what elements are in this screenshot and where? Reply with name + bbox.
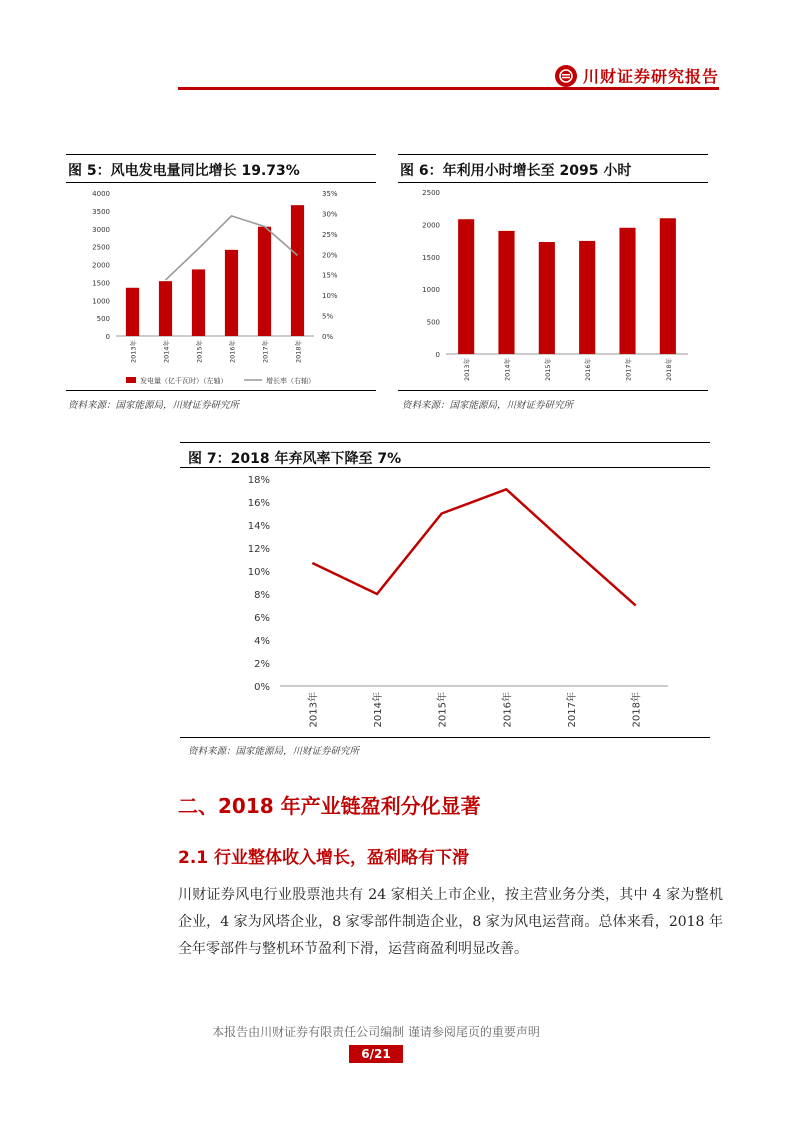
y-tick-label: 1000: [422, 286, 440, 295]
y-tick-label: 4%: [254, 636, 270, 647]
header-divider: [178, 87, 719, 90]
y-left-tick-label: 1000: [92, 297, 110, 306]
figure-7-source: 资料来源：国家能源局，川财证券研究所: [188, 746, 360, 757]
utilization-hours-bar: [579, 241, 595, 354]
x-tick-label: 2018年: [294, 340, 303, 364]
x-tick-label: 2017年: [567, 692, 578, 728]
x-tick-label: 2016年: [502, 692, 514, 728]
x-tick-label: 2017年: [261, 340, 270, 364]
figure-6-title: 图 6：年利用小时增长至 2095 小时: [400, 163, 632, 179]
figure-6-top-rule: [398, 154, 708, 155]
figure-7-chart: [180, 468, 710, 736]
figure-7-top-rule: [180, 442, 710, 443]
x-tick-label: 2013年: [129, 340, 138, 364]
x-tick-label: 2014年: [373, 692, 384, 728]
y-tick-label: 2%: [254, 659, 270, 670]
x-tick-label: 2015年: [437, 692, 449, 728]
utilization-hours-bar: [539, 242, 555, 354]
utilization-hours-bar: [458, 219, 474, 354]
x-tick-label: 2014年: [503, 358, 512, 382]
y-tick-label: 6%: [254, 613, 270, 624]
figure-5-chart: [66, 183, 376, 389]
y-tick-label: 1500: [422, 253, 440, 262]
y-tick-label: 16%: [247, 498, 270, 509]
y-tick-label: 500: [426, 318, 440, 327]
y-left-tick-label: 2500: [92, 243, 110, 252]
figure-5-bottom-rule: [66, 390, 376, 391]
logo-icon: [555, 65, 577, 87]
x-tick-label: 2018年: [664, 358, 673, 382]
utilization-hours-bar: [619, 228, 635, 354]
y-right-tick-label: 35%: [322, 190, 338, 198]
y-tick-label: 18%: [247, 475, 270, 486]
y-left-tick-label: 4000: [92, 190, 110, 198]
y-right-tick-label: 30%: [322, 210, 338, 219]
generation-bar: [258, 227, 271, 336]
x-tick-label: 2016年: [584, 358, 593, 382]
generation-bar: [225, 250, 238, 336]
x-tick-label: 2015年: [543, 358, 552, 382]
y-tick-label: 2000: [422, 221, 440, 230]
x-tick-label: 2017年: [624, 358, 633, 382]
y-left-tick-label: 3500: [92, 207, 110, 216]
page-number: 6/21: [349, 1045, 403, 1063]
y-tick-label: 14%: [247, 521, 270, 532]
y-right-tick-label: 10%: [322, 292, 338, 301]
y-tick-label: 0: [435, 351, 440, 359]
figure-5-top-rule: [66, 154, 376, 155]
generation-bar: [291, 205, 304, 336]
y-right-tick-label: 0%: [322, 333, 334, 341]
x-tick-label: 2018年: [631, 692, 643, 728]
y-tick-label: 8%: [254, 590, 270, 601]
y-tick-label: 2500: [422, 189, 440, 197]
y-left-tick-label: 500: [96, 315, 110, 324]
x-tick-label: 2015年: [195, 340, 204, 364]
generation-bar: [192, 269, 205, 336]
legend-bar-label: 发电量（亿千瓦时）（左轴）: [140, 377, 228, 385]
x-tick-label: 2014年: [162, 340, 171, 364]
figure-7-bottom-rule: [180, 737, 710, 738]
y-right-tick-label: 25%: [322, 230, 338, 239]
y-left-tick-label: 3000: [92, 225, 110, 234]
y-left-tick-label: 2000: [92, 261, 110, 270]
figure-7-title: 图 7：2018 年弃风率下降至 7%: [188, 451, 402, 467]
legend-bar-swatch: [126, 377, 136, 383]
x-tick-label: 2013年: [463, 358, 472, 382]
y-right-tick-label: 5%: [322, 312, 334, 321]
x-tick-label: 2016年: [228, 340, 237, 364]
footer-disclaimer: 本报告由川财证券有限责任公司编制 谨请参阅尾页的重要声明: [212, 1025, 540, 1039]
y-right-tick-label: 20%: [322, 251, 338, 260]
figure-6-source: 资料来源：国家能源局，川财证券研究所: [402, 400, 574, 411]
report-header: [555, 64, 719, 87]
generation-bar: [159, 281, 172, 336]
figure-5-source: 资料来源：国家能源局，川财证券研究所: [68, 400, 240, 411]
y-tick-label: 12%: [247, 544, 270, 555]
y-tick-label: 10%: [247, 567, 270, 578]
figure-6-chart: [398, 183, 708, 389]
utilization-hours-bar: [498, 231, 514, 354]
y-tick-label: 0%: [254, 682, 270, 693]
legend-line-label: 增长率（右轴）: [266, 377, 315, 385]
body-paragraph: 川财证券风电行业股票池共有 24 家相关上市企业，按主营业务分类，其中 4 家为整机企业，4 家为风塔企业，8 家零部件制造企业，8 家为风电运营商。总体来看，2018 年全年零部件与整机环节盈利下滑，运营商盈利明显改善。: [178, 887, 723, 957]
y-left-tick-label: 1500: [92, 279, 110, 288]
figure-5-title: 图 5：风电发电量同比增长 19.73%: [68, 163, 300, 179]
section-heading: 二、2018 年产业链盈利分化显著: [178, 794, 481, 818]
x-tick-label: 2013年: [308, 692, 320, 728]
y-right-tick-label: 15%: [322, 271, 338, 280]
generation-bar: [126, 288, 139, 336]
utilization-hours-bar: [660, 218, 676, 354]
figure-6-bottom-rule: [398, 390, 708, 391]
curtailment-rate-line: [312, 489, 635, 605]
brand-title: 川财证券研究报告: [582, 67, 719, 86]
subsection-heading: 2.1 行业整体收入增长，盈利略有下滑: [178, 848, 470, 868]
y-left-tick-label: 0: [105, 333, 110, 341]
